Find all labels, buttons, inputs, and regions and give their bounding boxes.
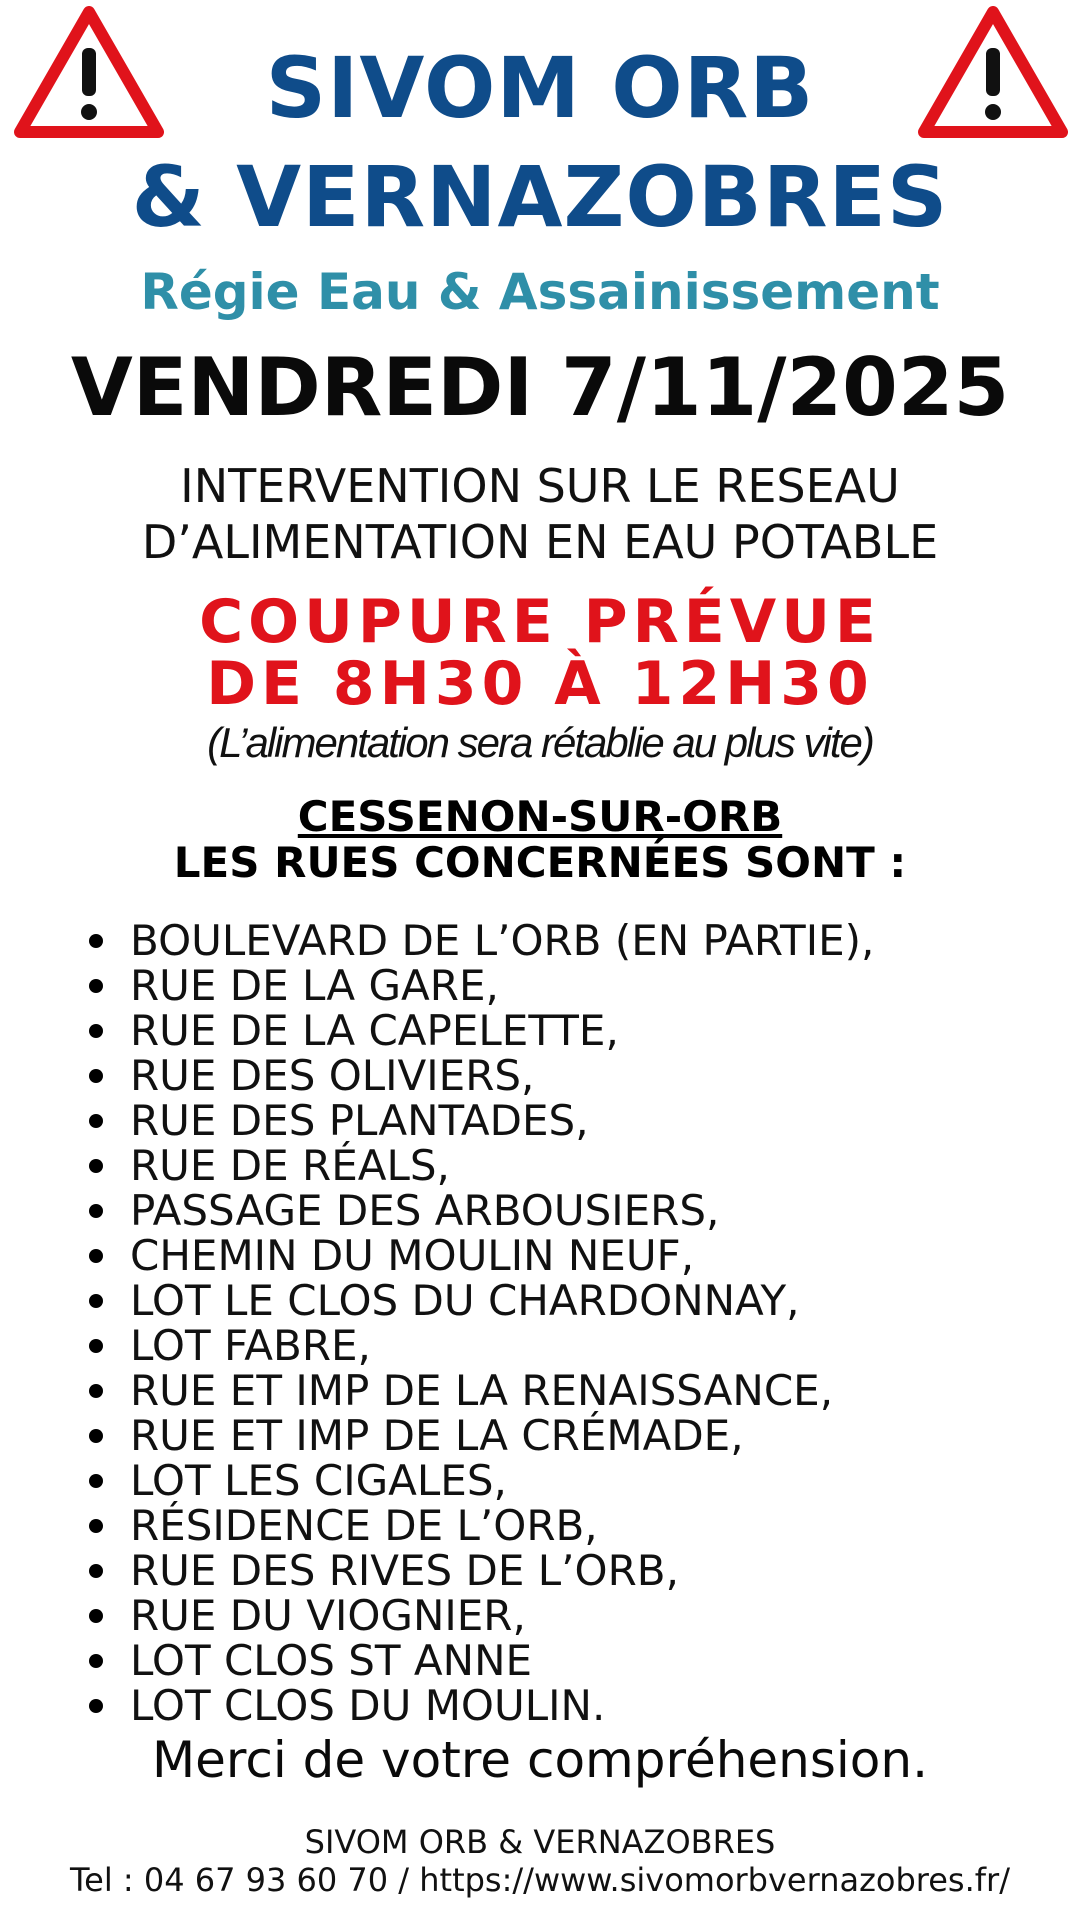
bullet-icon (89, 1699, 103, 1713)
street-name: RUE DES RIVES DE L’ORB, (130, 1546, 679, 1595)
cut-announcement-line1: COUPURE PRÉVUE (199, 587, 881, 657)
bullet-icon (89, 979, 103, 993)
street-name: RUE DE LA CAPELETTE, (130, 1006, 619, 1055)
bullet-icon (89, 1024, 103, 1038)
list-item (0, 1593, 1080, 1638)
intervention-line2: D’ALIMENTATION EN EAU POTABLE (141, 515, 939, 569)
list-item (0, 1638, 1080, 1683)
street-name: LOT CLOS ST ANNE (130, 1636, 533, 1685)
list-item (0, 1053, 1080, 1098)
list-item (0, 1683, 1080, 1728)
street-name: RUE DU VIOGNIER, (130, 1591, 526, 1640)
intervention-line1: INTERVENTION SUR LE RESEAU (180, 459, 900, 513)
street-name: RUE DE RÉALS, (130, 1141, 450, 1190)
bullet-icon (89, 1339, 103, 1353)
bullet-icon (89, 1204, 103, 1218)
list-item (0, 1368, 1080, 1413)
street-name: LOT FABRE, (130, 1321, 371, 1370)
org-subtitle: Régie Eau & Assainissement (140, 263, 940, 321)
bullet-icon (89, 1159, 103, 1173)
street-name: LOT CLOS DU MOULIN. (130, 1681, 606, 1730)
bullet-icon (89, 1114, 103, 1128)
street-name: RUE DE LA GARE, (130, 961, 499, 1010)
street-name: RUE ET IMP DE LA RENAISSANCE, (130, 1366, 834, 1415)
street-list (0, 918, 1080, 1728)
list-item (0, 1188, 1080, 1233)
thanks-message: Merci de votre compréhension. (152, 1731, 928, 1789)
streets-heading: LES RUES CONCERNÉES SONT : (173, 838, 907, 887)
town-name: CESSENON-SUR-ORB (297, 792, 783, 841)
list-item (0, 1008, 1080, 1053)
org-name-line1: SIVOM ORB (265, 39, 815, 137)
street-name: RUE DES PLANTADES, (130, 1096, 589, 1145)
list-item (0, 963, 1080, 1008)
bullet-icon (89, 1474, 103, 1488)
footer-contact: Tel : 04 67 93 60 70 / https://www.sivomorbvernazobres.fr/ (70, 1861, 1010, 1899)
restoration-note: (L’alimentation sera rétablie au plus vite) (207, 719, 873, 766)
street-name: PASSAGE DES ARBOUSIERS, (130, 1186, 720, 1235)
list-item (0, 1323, 1080, 1368)
list-item (0, 1548, 1080, 1593)
bullet-icon (89, 1519, 103, 1533)
footer-org-name: SIVOM ORB & VERNAZOBRES (304, 1823, 776, 1861)
street-name: BOULEVARD DE L’ORB (EN PARTIE), (130, 916, 875, 965)
street-name: CHEMIN DU MOULIN NEUF, (130, 1231, 695, 1280)
bullet-icon (89, 1069, 103, 1083)
org-name-line2: & VERNAZOBRES (131, 148, 949, 246)
list-item (0, 1413, 1080, 1458)
list-item (0, 1503, 1080, 1548)
list-item (0, 1143, 1080, 1188)
bullet-icon (89, 1294, 103, 1308)
street-name: RUE DES OLIVIERS, (130, 1051, 535, 1100)
list-item (0, 1458, 1080, 1503)
notice-date: VENDREDI 7/11/2025 (70, 341, 1010, 434)
cut-announcement-line2: DE 8H30 À 12H30 (206, 649, 874, 719)
bullet-icon (89, 1609, 103, 1623)
list-item (0, 918, 1080, 963)
bullet-icon (89, 1654, 103, 1668)
bullet-icon (89, 934, 103, 948)
list-item (0, 1278, 1080, 1323)
list-item (0, 1098, 1080, 1143)
bullet-icon (89, 1429, 103, 1443)
street-name: RUE ET IMP DE LA CRÉMADE, (130, 1411, 744, 1460)
bullet-icon (89, 1564, 103, 1578)
list-item (0, 1233, 1080, 1278)
bullet-icon (89, 1249, 103, 1263)
street-name: LOT LES CIGALES, (130, 1456, 507, 1505)
street-name: RÉSIDENCE DE L’ORB, (130, 1501, 598, 1550)
bullet-icon (89, 1384, 103, 1398)
street-name: LOT LE CLOS DU CHARDONNAY, (130, 1276, 800, 1325)
intervention-text (0, 458, 1080, 570)
